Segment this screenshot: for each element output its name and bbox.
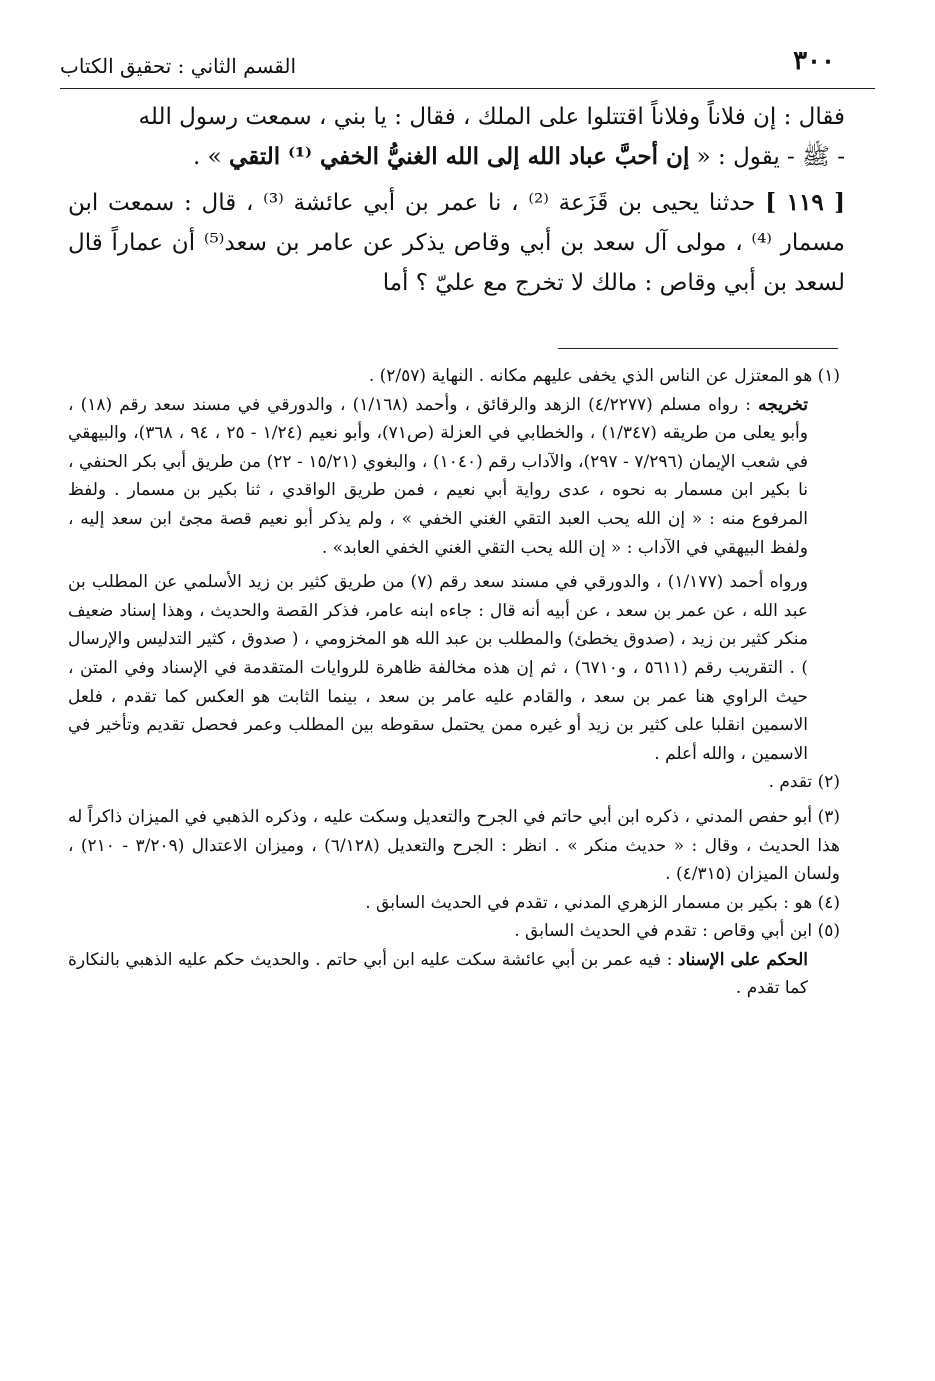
takhrij-text: : رواه مسلم (٤/٢٢٧٧) الزهد والرقائق ، وأحمد (١/١٦٨) ، والدورقي في مسند سعد رقم (١٨) ، وأبو يعلى من طريقه (١/٣٤٧) ، والخطابي في العزلة (ص٧١)، وأبو نعيم (١/٢٤ - ٢٥ ، ٩٤ ، ٣٦٨)، والبيهقي في شعب الإيمان (٧/٢٩٦ - ٢٩٧)، والآداب رقم (١٠٤٠) ، والبغوي (١٥/٢١ - ٢٢) من طريق أبي بكر الحنفي ، نا بكير ابن مسمار به نحوه ، عدى رواية أبي نعيم ، فمن طريق الواقدي ، ثنا بكير بن مسمار . ولفظ المرفوع منه : « إن الله يحب العبد التقي الغني الخفي » ، ولم يذكر أبو نعيم قصة مجئ ابن سعد إليه ، ولفظ البيهقي في الآداب : « إن الله يحب التقي الغني الخفي العابد» . [68,394,808,558]
main-line-1-text: فقال : إن فلاناً وفلاناً اقتتلوا على الملك ، فقال : يا بني ، سمعت رسول الله [138,104,845,130]
footnote-5 [68,917,840,946]
main-line-2-suffix: » . [193,144,230,170]
footnote-2-number: (٢) [817,772,840,793]
main-text [68,97,845,303]
main-line-1 [68,97,845,137]
takhrij-text-2: ورواه أحمد (١/١٧٧) ، والدورقي في مسند سعد رقم (٧) من طريق كثير بن زيد الأسلمي عن المطلب بن عبد الله ، عن عمر بن سعد ، عن أبيه أنه قال : جاءه ابنه عامر، فذكر القصة والحديث ، وهذا إسناد ضعيف منكر كثير بن زيد ، (صدوق يخطئ) والمطلب بن عبد الله هو المخزومي ، ( صدوق ، كثير التدليس والإرسال ) . التقريب رقم (٥٦١١ ، و٦٧١٠) ، ثم إن هذه مخالفة ظاهرة للروايات المتقدمة في الإسناد وفي المتن ، حيث الراوي هنا عمر بن سعد ، والقادم عليه عامر بن سعد ، بينما الثابت هو العكس كما تقدم ، فلعل الاسمين انقلبا على كثير بن زيد أو غيره ممن يحتمل سقوطه بين المطلب وعمر فحصل تقديم وتأخير في الاسمين ، والله أعلم . [68,572,808,764]
footnote-1-number: (١) [817,366,840,386]
footnotes [68,362,840,1003]
section-title: القسم الثاني : تحقيق الكتاب [60,54,297,78]
hadith-number: [ ١١٩ ] [765,189,845,216]
prophetic-quote: إن أحبَّ عباد الله إلى الله الغنيُّ الخفي ⁽¹⁾ التقي [229,143,690,170]
hadith-paragraph [68,183,845,303]
page-number: ٣٠٠ [793,46,835,76]
main-line-2 [68,137,845,177]
footnote-divider [558,348,838,349]
page-header [60,40,875,89]
footnote-4-number: (٤) [817,892,840,913]
footnote-2 [68,768,840,797]
footnote-2-text: تقدم . [768,772,813,793]
main-line-2-prefix: - ﷺ - يقول : « [689,144,845,170]
footnote-3 [68,803,840,889]
footnote-5-number: (٥) [817,921,840,942]
footnote-1-text: هو المعتزل عن الناس الذي يخفى عليهم مكانه . النهاية (٢/٥٧) . [368,366,813,386]
ruling-paragraph [68,946,840,1003]
ruling-text: : فيه عمر بن أبي عائشة سكت عليه ابن أبي حاتم . والحديث حكم عليه الذهبي بالنكارة كما تقدم . [68,949,808,999]
hadith-text: حدثنا يحيى بن قَزَعة ⁽²⁾ ، نا عمر بن أبي عائشة ⁽³⁾ ، قال : سمعت ابن مسمار ⁽⁴⁾ ، مولى آل سعد بن أبي وقاص يذكر عن عامر بن سعد⁽⁵⁾ أن عماراً قال لسعد بن أبي وقاص : مالك لا تخرج مع عليّ ؟ أما [68,190,845,296]
footnote-5-text: ابن أبي وقاص : تقدم في الحديث السابق . [514,921,813,942]
footnote-1 [68,362,840,391]
ruling-label: الحكم على الإسناد [677,949,808,970]
takhrij-label: تخريجه [758,394,809,415]
footnote-4 [68,889,840,918]
footnote-4-text: هو : بكير بن مسمار الزهري المدني ، تقدم في الحديث السابق . [365,892,813,913]
footnote-3-text: أبو حفص المدني ، ذكره ابن أبي حاتم في الجرح والتعديل وسكت عليه ، وذكره الذهبي في الميزان ذاكراً له هذا الحديث ، وقال : « حديث منكر » . انظر : الجرح والتعديل (٦/١٢٨) ، وميزان الاعتدال (٣/٢٠٩ - ٢١٠) ، ولسان الميزان (٤/٣١٥) . [68,806,840,885]
footnote-3-number: (٣) [817,806,840,827]
takhrij-paragraph-2 [68,568,840,768]
takhrij-paragraph [68,391,840,563]
